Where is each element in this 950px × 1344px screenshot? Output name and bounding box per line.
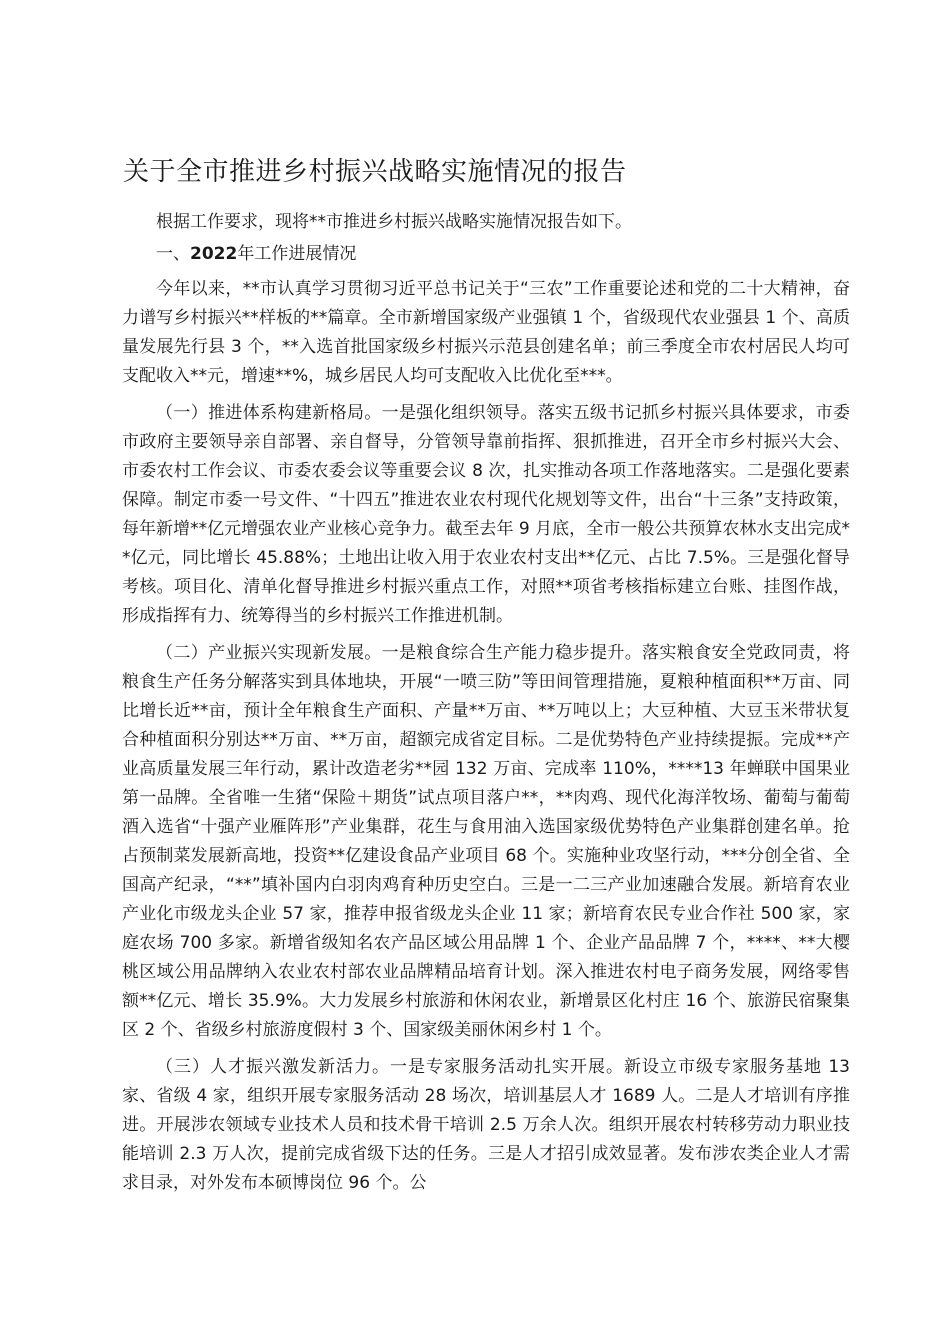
section-heading-suffix: 年工作进展情况	[237, 244, 357, 264]
paragraph-overview: 今年以来，**市认真学习贯彻习近平总书记关于“三农”工作重要论述和党的二十大精神，奋力谱写乡村振兴**样板的**篇章。全市新增国家级产业强镇 1 个，省级现代农业强县 1 个、高质量发展先行县 3 个，**入选首批国家级乡村振兴示范县创建名单；前三季度全市农村居民人均可支配收入**元，增速**%，城乡居民人均可支配收入比优化至***。	[122, 279, 850, 386]
section-heading	[122, 240, 850, 269]
document-title: 关于全市推进乡村振兴战略实施情况的报告	[123, 157, 627, 187]
paragraph-talent-revitalization: （三）人才振兴激发新活力。一是专家服务活动扎实开展。新设立市级专家服务基地 13 家、省级 4 家，组织开展专家服务活动 28 场次，培训基层人才 1689 人。二是人才培训有序推进。开展涉农领域专业技术人员和技术骨干培训 2.5 万余人次。组织开展农村转移劳动力职业技能培训 2.3 万人次，提前完成省级下达的任务。三是人才招引成效显著。发布涉农类企业人才需求目录，对外发布本硕博岗位 96 个。公	[122, 1057, 850, 1193]
paragraph-system-building: （一）推进体系构建新格局。一是强化组织领导。落实五级书记抓乡村振兴具体要求，市委市政府主要领导亲自部署、亲自督导，分管领导靠前指挥、狠抓推进，召开全市乡村振兴大会、市委农村工作会议、市委农委会议等重要会议 8 次，扎实推动各项工作落地落实。二是强化要素保障。制定市委一号文件、“十四五”推进农业农村现代化规划等文件，出台“十三条”支持政策，每年新增**亿元增强农业产业核心竞争力。截至去年 9 月底，全市一般公共预算农林水支出完成**亿元，同比增长 45.88%；土地出让收入用于农业农村支出**亿元、占比 7.5%。三是强化督导考核。项目化、清单化督导推进乡村振兴重点工作，对照**项省考核指标建立台账、挂图作战，形成指挥有力、统筹得当的乡村振兴工作推进机制。	[122, 403, 850, 626]
section-heading-prefix: 一、	[156, 244, 190, 264]
intro-paragraph: 根据工作要求，现将**市推进乡村振兴战略实施情况报告如下。	[156, 212, 632, 232]
document-body	[122, 208, 850, 1206]
section-heading-year: 2022	[190, 244, 238, 264]
paragraph-industry-revitalization: （二）产业振兴实现新发展。一是粮食综合生产能力稳步提升。落实粮食安全党政同责，将粮食生产任务分解落实到具体地块，开展“一喷三防”等田间管理措施，夏粮种植面积**万亩、同比增长近**亩，预计全年粮食生产面积、产量**万亩、**万吨以上；大豆种植、大豆玉米带状复合种植面积分别达**万亩、**万亩，超额完成省定目标。二是优势特色产业持续提振。完成**产业高质量发展三年行动，累计改造老劣**园 132 万亩、完成率 110%，****13 年蝉联中国果业第一品牌。全省唯一生猪“保险＋期货”试点项目落户**，**肉鸡、现代化海洋牧场、葡萄与葡萄酒入选省“十强产业雁阵形”产业集群，花生与食用油入选国家级优势特色产业集群创建名单。抢占预制菜发展新高地，投资**亿建设食品产业项目 68 个。实施种业攻坚行动，***分创全省、全国高产纪录，“**”填补国内白羽肉鸡育种历史空白。三是一二三产业加速融合发展。新培育农业产业化市级龙头企业 57 家，推荐申报省级龙头企业 11 家；新培育农民专业合作社 500 家，家庭农场 700 多家。新增省级知名农产品区域公用品牌 1 个、企业产品品牌 7 个，****、**大樱桃区域公用品牌纳入农业农村部农业品牌精品培育计划。深入推进农村电子商务发展，网络零售额**亿元、增长 35.9%。大力发展乡村旅游和休闲农业，新增景区化村庄 16 个、旅游民宿聚集区 2 个、省级乡村旅游度假村 3 个、国家级美丽休闲乡村 1 个。	[122, 643, 850, 1040]
